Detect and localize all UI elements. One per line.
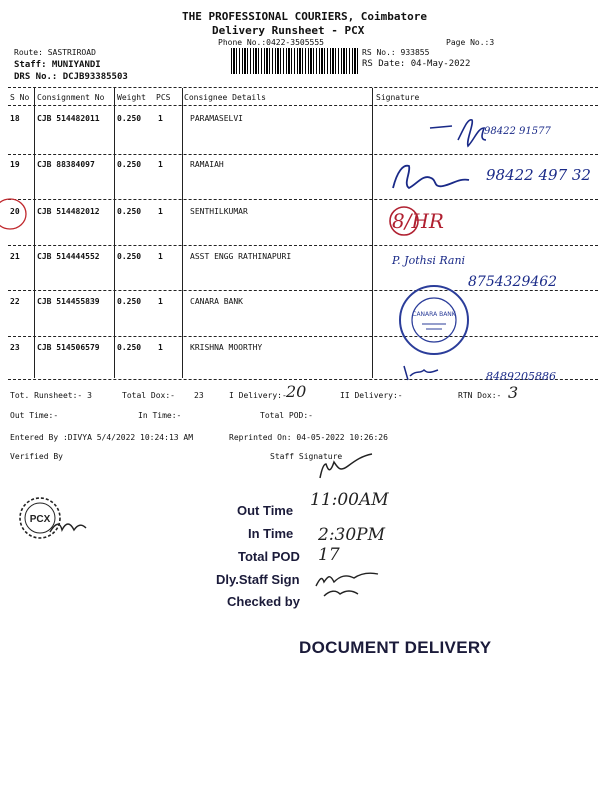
- staff: Staff: MUNIYANDI: [14, 60, 101, 70]
- signature-phone-18: 98422 91577: [484, 126, 551, 137]
- col-weight: Weight: [117, 93, 146, 102]
- col-signature: Signature: [376, 93, 420, 102]
- col-consignment: Consignment No: [37, 93, 105, 102]
- staff-signature-label: Staff Signature: [270, 452, 343, 461]
- total-dox-value: 23: [194, 391, 204, 400]
- page-number: Page No.:3: [446, 38, 495, 47]
- row-consignee: ASST ENGG RATHINAPURI: [190, 252, 292, 261]
- table-header-rule: [8, 105, 598, 106]
- row-pcs: 1: [158, 343, 163, 352]
- row-weight: 0.250: [117, 160, 142, 169]
- total-pod-label: Total POD:-: [260, 411, 313, 420]
- row-pcs: 1: [158, 297, 163, 306]
- stamp-total-pod-label: Total POD: [238, 549, 300, 564]
- reprinted-on: Reprinted On: 04-05-2022 10:26:26: [229, 433, 388, 442]
- row-pcs: 1: [158, 160, 163, 169]
- row-weight: 0.250: [117, 207, 142, 216]
- col-consignee: Consignee Details: [184, 93, 266, 102]
- table-top-rule: [8, 87, 598, 88]
- row-consignee: CANARA BANK: [190, 297, 243, 306]
- row-sno: 19: [10, 160, 20, 169]
- canara-stamp-text: CANARA BANK: [412, 311, 456, 318]
- stamp-in-time-value: 2:30PM: [318, 525, 386, 545]
- row-pcs: 1: [158, 252, 163, 261]
- col-separator: [114, 88, 115, 378]
- pcx-logo-text: PCX: [29, 514, 51, 525]
- total-dox-label: Total Dox:-: [122, 391, 175, 400]
- signature-scribble-23: [400, 362, 460, 382]
- dly-staff-scribble: [312, 566, 392, 600]
- row-sno: 21: [10, 252, 20, 261]
- row-consignee: KRISHNA MOORTHY: [190, 343, 263, 352]
- row-weight: 0.250: [117, 297, 142, 306]
- rs-date: RS Date: 04-May-2022: [362, 59, 471, 69]
- row-weight: 0.250: [117, 252, 142, 261]
- entered-by: Entered By :DIVYA 5/4/2022 10:24:13 AM: [10, 433, 194, 442]
- row-pcs: 1: [158, 207, 163, 216]
- row-consignee: PARAMASELVI: [190, 114, 243, 123]
- row-weight: 0.250: [117, 343, 142, 352]
- row-consignment: CJB 514444552: [37, 252, 100, 261]
- row-sno: 23: [10, 343, 20, 352]
- row-pcs: 1: [158, 114, 163, 123]
- phone-number: Phone No.:0422-3505555: [218, 38, 324, 47]
- row-consignment: CJB 514482012: [37, 207, 100, 216]
- row-consignee: RAMAIAH: [190, 160, 224, 169]
- i-delivery-label: I Delivery:-: [229, 391, 287, 400]
- red-circle-mark: [0, 196, 32, 236]
- canara-bank-stamp: [396, 282, 472, 358]
- pcx-scribble: [48, 516, 88, 536]
- stamp-out-time-value: 11:00AM: [310, 490, 389, 510]
- row-consignment: CJB 514482011: [37, 114, 100, 123]
- drs-number: DRS No.: DCJB93385503: [14, 72, 128, 82]
- rtn-dox-value: 3: [508, 383, 519, 402]
- out-time-label: Out Time:-: [10, 411, 59, 420]
- row-consignee: SENTHILKUMAR: [190, 207, 248, 216]
- signature-name-21: P. Jothsi Rani: [392, 254, 466, 267]
- signature-phone-23: 8489205886: [486, 370, 556, 383]
- row-rule: [8, 336, 598, 337]
- col-pcs: PCS: [156, 93, 171, 102]
- col-separator: [372, 88, 373, 378]
- stamp-in-time-label: In Time: [248, 526, 294, 541]
- verified-by: Verified By: [10, 452, 63, 461]
- row-consignment: CJB 514506579: [37, 343, 100, 352]
- company-name: THE PROFESSIONAL COURIERS, Coimbatore: [182, 10, 428, 23]
- route: Route: SASTRIROAD: [14, 48, 96, 57]
- row-rule: [8, 245, 598, 246]
- row-rule: [8, 154, 598, 155]
- document-delivery-stamp: DOCUMENT DELIVERY: [299, 638, 492, 657]
- row-consignment: CJB 514455839: [37, 297, 100, 306]
- row-sno: 20: [10, 207, 20, 216]
- row-sno: 22: [10, 297, 20, 306]
- stamp-checked-by-label: Checked by: [227, 594, 300, 609]
- staff-signature-scribble: [316, 456, 376, 486]
- row-consignment: CJB 88384097: [37, 160, 95, 169]
- stamp-out-time-label: Out Time: [237, 503, 294, 518]
- row-rule: [8, 290, 598, 291]
- total-runsheet: Tot. Runsheet:- 3: [10, 391, 92, 400]
- row-rule: [8, 199, 598, 200]
- stamp-dly-staff-label: Dly.Staff Sign: [216, 572, 300, 587]
- rtn-dox-label: RTN Dox:-: [458, 391, 502, 400]
- col-sno: S No: [10, 93, 30, 102]
- in-time-label: In Time:-: [138, 411, 182, 420]
- signature-scribble-19: [385, 158, 485, 198]
- row-weight: 0.250: [117, 114, 142, 123]
- i-delivery-value: 20: [286, 382, 307, 401]
- stamp-total-pod-value: 17: [318, 545, 340, 565]
- runsheet-title: Delivery Runsheet - PCX: [212, 24, 365, 37]
- col-separator: [34, 88, 35, 378]
- row-sno: 18: [10, 114, 20, 123]
- rs-number: RS No.: 933855: [362, 48, 430, 57]
- signature-phone-21: 8754329462: [468, 274, 558, 290]
- barcode: [231, 48, 359, 74]
- col-separator: [182, 88, 183, 378]
- ii-delivery-label: II Delivery:-: [340, 391, 403, 400]
- signature-text-20: 8/HR: [392, 209, 444, 233]
- signature-phone-19: 98422 497 32: [486, 166, 591, 184]
